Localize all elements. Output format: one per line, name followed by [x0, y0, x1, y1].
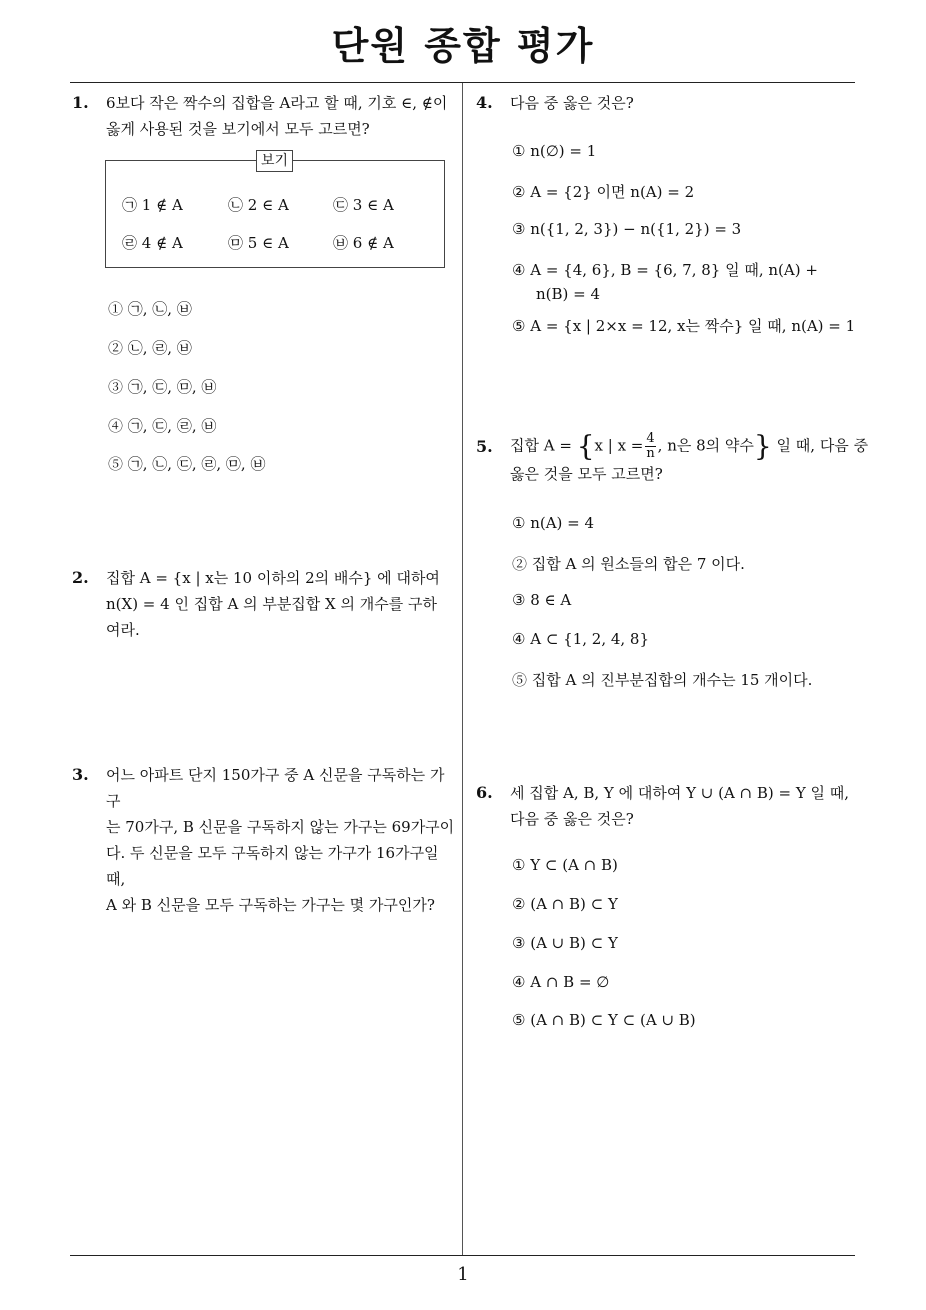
question-number: 3. [72, 765, 89, 784]
answer-choice[interactable]: ③ 8 ∈ A [512, 591, 572, 609]
page-title: 단원 종합 평가 [331, 24, 595, 68]
question-line: 세 집합 A, B, Y 에 대하여 Y ∪ (A ∩ B) = Y 일 때, [510, 784, 850, 802]
question-number: 5. [476, 437, 493, 456]
answer-choice[interactable]: ② 집합 A 의 원소들의 합은 7 이다. [512, 555, 745, 573]
question-4 [476, 90, 861, 116]
question-line: 다음 중 옳은 것은? [510, 94, 634, 112]
answer-choice[interactable]: ④ A ⊂ {1, 2, 4, 8} [512, 630, 650, 648]
answer-choice[interactable]: ⑤ ㉠, ㉡, ㉢, ㉣, ㉤, ㉥ [108, 455, 266, 473]
bogi-label: 보기 [256, 150, 293, 172]
question-line: 다. 두 신문을 모두 구독하지 않는 가구가 16가구일 때, [106, 844, 439, 888]
question-text [510, 90, 861, 116]
bogi-item: ㉢ 3 ∈ A [333, 196, 394, 214]
question-number: 6. [476, 783, 493, 802]
question-line: 는 70가구, B 신문을 구독하지 않는 가구는 69가구이 [106, 818, 455, 836]
question-number: 2. [72, 568, 89, 587]
question-line: A 와 B 신문을 모두 구독하는 가구는 몇 가구인가? [106, 896, 435, 914]
fraction: $\frac{4}{n}$ [646, 431, 655, 461]
text-fragment: 집합 A = [510, 436, 572, 455]
answer-choice[interactable]: ③ (A ∪ B) ⊂ Y [512, 934, 618, 952]
answer-choice-continuation: n(B) = 4 [536, 285, 601, 303]
set-brace-open: { [576, 429, 595, 463]
column-divider [462, 83, 463, 1255]
question-text [106, 565, 457, 643]
question-line: 옳게 사용된 것을 보기에서 모두 고르면? [106, 120, 370, 138]
text-fragment: , n은 8의 약수 [657, 436, 754, 455]
answer-choice[interactable]: ③ n({1, 2, 3}) − n({1, 2}) = 3 [512, 220, 742, 238]
question-line: 집합 A = {x | x는 10 이하의 2의 배수} 에 대하여 [106, 569, 440, 587]
bogi-item: ㉡ 2 ∈ A [228, 196, 289, 214]
question-text [106, 762, 457, 918]
text-fragment: x | x = [594, 436, 644, 455]
question-3 [72, 762, 457, 918]
question-6 [476, 780, 866, 832]
question-text [510, 780, 866, 832]
bogi-item: ㉥ 6 ∉ A [333, 234, 394, 252]
question-number: 4. [476, 93, 493, 112]
answer-choice[interactable]: ④ A = {4, 6}, B = {6, 7, 8} 일 때, n(A) + [512, 261, 818, 279]
question-line: 다음 중 옳은 것은? [510, 810, 634, 828]
text-fragment: 일 때, 다음 중 [776, 436, 869, 455]
question-line: n(X) = 4 인 집합 A 의 부분집합 X 의 개수를 구하 [106, 595, 437, 613]
question-line [510, 429, 869, 463]
answer-choice[interactable]: ① ㉠, ㉡, ㉥ [108, 300, 192, 318]
answer-choice[interactable]: ② A = {2} 이면 n(A) = 2 [512, 183, 695, 201]
answer-choice[interactable]: ⑤ (A ∩ B) ⊂ Y ⊂ (A ∪ B) [512, 1011, 696, 1029]
question-text [510, 429, 869, 487]
answer-choice[interactable]: ② (A ∩ B) ⊂ Y [512, 895, 618, 913]
set-brace-close: } [753, 429, 772, 463]
answer-choice[interactable]: ④ ㉠, ㉢, ㉣, ㉥ [108, 417, 217, 435]
answer-choice[interactable]: ② ㉡, ㉣, ㉥ [108, 339, 192, 357]
question-line: 옳은 것을 모두 고르면? [510, 465, 663, 483]
answer-choice[interactable]: ③ ㉠, ㉢, ㉤, ㉥ [108, 378, 217, 396]
bogi-item: ㉣ 4 ∉ A [122, 234, 183, 252]
answer-choice[interactable]: ④ A ∩ B = ∅ [512, 973, 610, 991]
question-text [106, 90, 457, 142]
question-line: 6보다 작은 짝수의 집합을 A라고 할 때, 기호 ∈, ∉이 [106, 94, 448, 112]
answer-choice[interactable]: ⑤ 집합 A 의 진부분집합의 개수는 15 개이다. [512, 671, 813, 689]
question-2 [72, 565, 457, 643]
page-number: 1 [457, 1264, 469, 1285]
answer-choice[interactable]: ⑤ A = {x | 2×x = 12, x는 짝수} 일 때, n(A) = 1 [512, 317, 856, 335]
bogi-item: ㉤ 5 ∈ A [228, 234, 289, 252]
bogi-box [105, 153, 445, 268]
question-line: 여라. [106, 621, 140, 639]
question-1 [72, 90, 457, 142]
bogi-item: ㉠ 1 ∉ A [122, 196, 183, 214]
question-number: 1. [72, 93, 89, 112]
question-5 [476, 429, 869, 487]
answer-choice[interactable]: ① n(A) = 4 [512, 514, 595, 532]
question-line: 어느 아파트 단지 150가구 중 A 신문을 구독하는 가구 [106, 766, 445, 810]
answer-choice[interactable]: ① n(∅) = 1 [512, 142, 597, 160]
answer-choice[interactable]: ① Y ⊂ (A ∩ B) [512, 856, 618, 874]
bottom-rule [70, 1255, 855, 1256]
